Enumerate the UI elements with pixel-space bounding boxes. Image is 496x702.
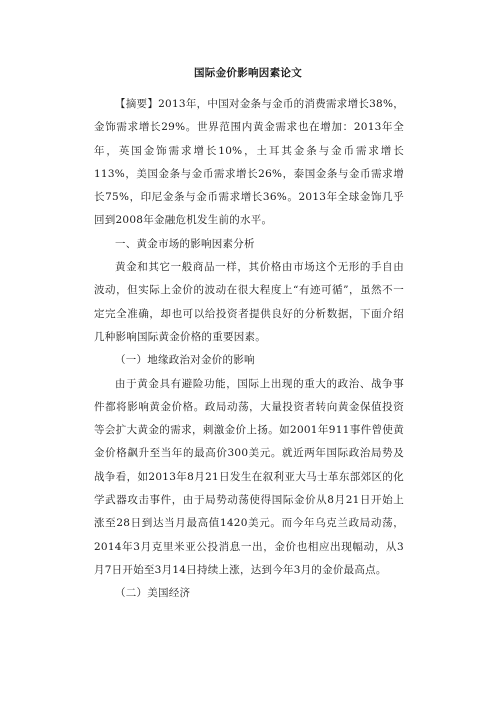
body-paragraph-geopolitics: 由于黄金具有避险功能，国际上出现的重大的政治、战争事件都将影响黄金价格。政局动荡，大量投资者转向黄金保值投资等会扩大黄金的需求，刺激金价上扬。如2001年911事件曾使黄金价格飙升至当年的最高价300美元。就近两年国际政治局势及战争看，如2013年8月21日发生在叙利亚大马士革东部郊区的化学武器攻击事件，由于局势动荡使得国际金价从8月21日开始上涨至28日到达当月最高值1420美元。而今年乌克兰政局动荡，2014年3月克里米亚公投消息一出，金价也相应出现幅动，从3月7日开始至3月14日持续上涨，达到今年3月的金价最高点。	[94, 377, 404, 576]
section-heading-1: 一、黄金市场的影响因素分析	[115, 237, 255, 250]
abstract-paragraph: 【摘要】2013年，中国对金条与金币的消费需求增长38%，金饰需求增长29%。世界范围内黄金需求也在增加：2013年全年，英国金饰需求增长10%，土耳其金条与金币需求增长113%，美国金条与金币需求增长26%，泰国金条与金币需求增长75%，印尼金条与金币需求增长36%。2013年全球金饰几乎回到2008年金融危机发生前的水平。	[94, 98, 404, 227]
subsection-heading-us-economy: （二）美国经济	[115, 587, 191, 600]
body-paragraph-intro: 黄金和其它一般商品一样，其价格由市场这个无形的手自由波动，但实际上金价的波动在很大程度上“有迹可循”，虽然不一定完全准确，却也可以给投资者提供良好的分析数据，下面介绍几种影响国际黄金价格的重要因素。	[94, 261, 404, 343]
subsection-heading-geopolitics: （一）地缘政治对金价的影响	[115, 354, 255, 367]
document-title: 国际金价影响因素论文	[194, 67, 302, 79]
document-body	[94, 93, 404, 606]
